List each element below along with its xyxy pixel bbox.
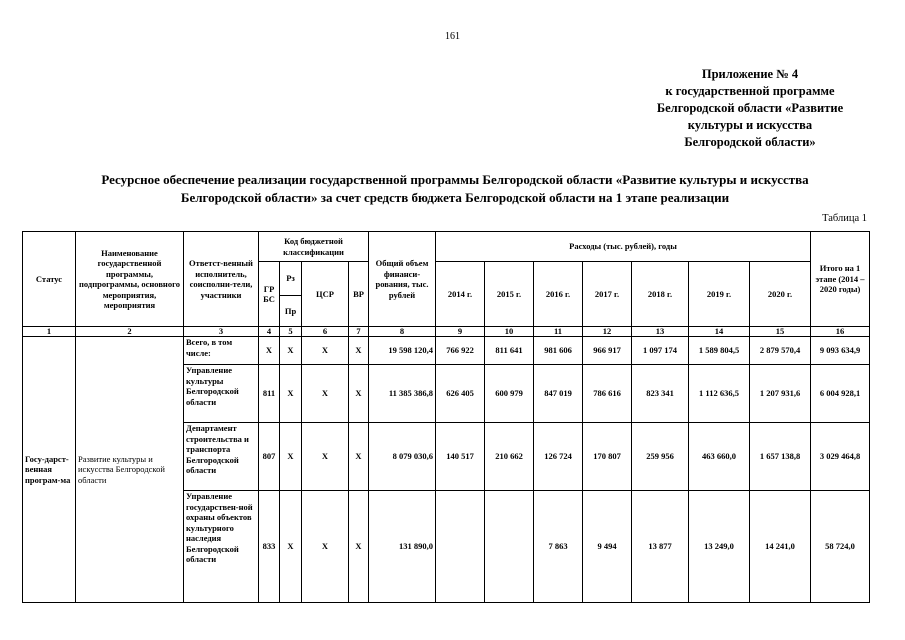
column-number: 5 [280, 327, 302, 337]
grbs-cell: Х [259, 337, 280, 365]
year-cell: 210 662 [485, 423, 534, 491]
column-number: 8 [369, 327, 436, 337]
header-expenses: Расходы (тыс. рублей), годы [436, 232, 811, 262]
responsible-cell: Управление культуры Белгородской области [184, 365, 259, 423]
year-cell: 140 517 [436, 423, 485, 491]
year-cell: 981 606 [534, 337, 583, 365]
responsible-cell: Всего, в том числе: [184, 337, 259, 365]
grbs-cell: 807 [259, 423, 280, 491]
column-number: 2 [76, 327, 184, 337]
resource-table [22, 231, 870, 603]
column-number: 10 [485, 327, 534, 337]
year-cell: 259 956 [632, 423, 689, 491]
year-cell: 13 877 [632, 491, 689, 603]
table-row [23, 337, 870, 365]
stage-total-cell: 9 093 634,9 [811, 337, 870, 365]
status-cell: Госу-дарст-венная програм-ма [23, 337, 76, 603]
appendix-heading [600, 66, 900, 151]
column-number: 9 [436, 327, 485, 337]
year-cell: 811 641 [485, 337, 534, 365]
appendix-line: Белгородской области» [684, 135, 816, 149]
total-cell: 131 890,0 [369, 491, 436, 603]
year-cell: 1 112 636,5 [689, 365, 750, 423]
year-cell: 626 405 [436, 365, 485, 423]
column-number: 16 [811, 327, 870, 337]
stage-total-cell: 6 004 928,1 [811, 365, 870, 423]
column-number: 12 [583, 327, 632, 337]
year-cell [485, 491, 534, 603]
page-number: 161 [445, 31, 460, 42]
column-number: 13 [632, 327, 689, 337]
year-cell: 823 341 [632, 365, 689, 423]
column-number: 1 [23, 327, 76, 337]
document-title [40, 171, 870, 207]
year-cell: 9 494 [583, 491, 632, 603]
vr-cell: Х [349, 337, 369, 365]
column-number: 14 [689, 327, 750, 337]
stage-total-cell: 3 029 464,8 [811, 423, 870, 491]
csr-cell: Х [302, 365, 349, 423]
rz-cell: Х [280, 423, 302, 491]
header-responsible: Ответст-венный исполнитель, соисполни-тели, участники [184, 232, 259, 327]
header-total: Общий объем финанси-рования, тыс. рублей [369, 232, 436, 327]
vr-cell: Х [349, 365, 369, 423]
header-status: Статус [23, 232, 76, 327]
column-number: 15 [750, 327, 811, 337]
header-grbs: ГР БС [259, 262, 280, 327]
title-line: Ресурсное обеспечение реализации государственной программы Белгородской области «Развитие культуры и искусства [101, 172, 809, 187]
header-year: 2016 г. [534, 262, 583, 327]
year-cell: 1 097 174 [632, 337, 689, 365]
year-cell: 1 207 931,6 [750, 365, 811, 423]
column-number: 3 [184, 327, 259, 337]
header-budget-classification: Код бюджетной классификации [259, 232, 369, 262]
rz-cell: Х [280, 365, 302, 423]
year-cell: 1 589 804,5 [689, 337, 750, 365]
header-pr: Пр [280, 296, 302, 327]
responsible-cell: Управление государствен-ной охраны объектов культурного наследия Белгородской области [184, 491, 259, 603]
year-cell: 600 979 [485, 365, 534, 423]
year-cell: 1 657 138,8 [750, 423, 811, 491]
stage-total-cell: 58 724,0 [811, 491, 870, 603]
header-name: Наименование государственной программы, подпрограммы, основного мероприятия, мероприятия [76, 232, 184, 327]
appendix-line: культуры и искусства [687, 118, 813, 132]
year-cell: 170 807 [583, 423, 632, 491]
year-cell: 766 922 [436, 337, 485, 365]
grbs-cell: 833 [259, 491, 280, 603]
year-cell: 2 879 570,4 [750, 337, 811, 365]
header-year: 2015 г. [485, 262, 534, 327]
rz-cell: Х [280, 337, 302, 365]
title-line: Белгородской области» за счет средств бюджета Белгородской области на 1 этапе реализации [180, 190, 730, 205]
vr-cell: Х [349, 423, 369, 491]
total-cell: 11 385 386,8 [369, 365, 436, 423]
program-name-cell: Развитие культуры и искусства Белгородской области [76, 337, 184, 603]
header-vr: ВР [349, 262, 369, 327]
year-cell: 13 249,0 [689, 491, 750, 603]
year-cell: 126 724 [534, 423, 583, 491]
vr-cell: Х [349, 491, 369, 603]
csr-cell: Х [302, 491, 349, 603]
appendix-line: Приложение № 4 [701, 67, 799, 81]
csr-cell: Х [302, 337, 349, 365]
header-year: 2019 г. [689, 262, 750, 327]
total-cell: 19 598 120,4 [369, 337, 436, 365]
header-rz: Рз [280, 262, 302, 296]
year-cell [436, 491, 485, 603]
year-cell: 786 616 [583, 365, 632, 423]
column-number: 11 [534, 327, 583, 337]
header-csr: ЦСР [302, 262, 349, 327]
header-year: 2018 г. [632, 262, 689, 327]
table-label: Таблица 1 [822, 213, 867, 224]
header-year: 2020 г. [750, 262, 811, 327]
column-number: 6 [302, 327, 349, 337]
year-cell: 966 917 [583, 337, 632, 365]
header-year: 2017 г. [583, 262, 632, 327]
column-number: 7 [349, 327, 369, 337]
appendix-line: Белгородской области «Развитие [656, 101, 844, 115]
appendix-line: к государственной программе [665, 84, 835, 98]
year-cell: 463 660,0 [689, 423, 750, 491]
rz-cell: Х [280, 491, 302, 603]
year-cell: 14 241,0 [750, 491, 811, 603]
csr-cell: Х [302, 423, 349, 491]
responsible-cell: Департамент строительства и транспорта Белгородской области [184, 423, 259, 491]
year-cell: 7 863 [534, 491, 583, 603]
header-stage-total: Итого на 1 этапе (2014 – 2020 годы) [811, 232, 870, 327]
year-cell: 847 019 [534, 365, 583, 423]
total-cell: 8 079 030,6 [369, 423, 436, 491]
grbs-cell: 811 [259, 365, 280, 423]
header-year: 2014 г. [436, 262, 485, 327]
column-number: 4 [259, 327, 280, 337]
